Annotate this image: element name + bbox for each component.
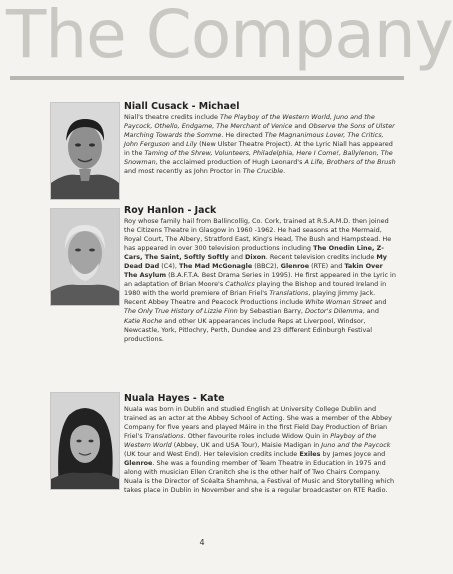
cast-name: Roy Hanlon - Jack	[124, 205, 217, 216]
bio-text: and	[372, 298, 387, 307]
bio-text: (New Ulster Theatre Project). At the Lyric Niall has appeared in the	[124, 140, 393, 158]
bold-title: Glenroe	[280, 262, 310, 271]
bold-title: Exiles	[299, 450, 321, 459]
bio-text: by Sebastian Barry,	[237, 307, 306, 316]
italic-title: Taming of the Shrew, Volunteers, Philadelphia, Here I Come!, Ballylenon, The Snowman	[124, 149, 393, 167]
bio-text: , and	[362, 307, 379, 316]
italic-title: The Crucible	[242, 167, 284, 176]
bold-title: The Onedin Line, Z-Cars, The Saint, Softly Softly	[124, 244, 384, 262]
bio-text: (B.A.F.T.A. Best Drama Series in 1995). He first appeared in the Lyric in an adaptation of Brian Moore's	[124, 271, 396, 289]
bio-text: . Other favourite roles include Widow Quin in	[183, 432, 331, 441]
bold-title: Dixon	[245, 253, 266, 262]
italic-title: White Woman Street	[305, 298, 373, 307]
bio-text: playing the Bishop and toured Ireland in 1980 with the world premiere of Brian Friel's	[124, 280, 387, 298]
bio-text: (BBC2),	[252, 262, 281, 271]
italic-title: Playboy of the Western World	[124, 432, 377, 450]
bio-text: and most recently as John Proctor in	[124, 167, 243, 176]
cast-name: Niall Cusack - Michael	[124, 101, 240, 112]
bio-text: Roy whose family hail from Ballincollig, Co. Cork, trained at R.S.A.M.D. then joined the Citizens Theatre in Glasgow in 1960 -1962. He had seasons at the Mermaid, Royal Court, The Albery, Stratford East, King's Head, The Bush and Hampstead. He has appeared in over 300 television productions including	[124, 217, 392, 253]
bio-text: (UK tour and West End). Her television credits include	[124, 450, 300, 459]
italic-title: Doctor's Dilemma	[305, 307, 363, 316]
bio-text: . Recent television credits include	[265, 253, 377, 262]
bio-text: , playing Jimmy Jack. Recent Abbey Theatre and Peacock Productions include	[124, 289, 376, 307]
bio-text: and	[169, 140, 187, 149]
italic-title: Catholics	[225, 280, 255, 289]
bold-title: My Dead Dad	[124, 253, 387, 271]
bio-text: , the acclaimed production of Hugh Leonard's	[155, 158, 305, 167]
bio-text: . He directed	[221, 131, 265, 140]
italic-title: The Playboy of the Western World, Juno and the Paycock, Othello, Endgame, The Merchant of Venice	[124, 113, 375, 131]
headshot-roy-hanlon	[50, 208, 120, 306]
italic-title: Observe the Sons of Ulster Marching Towards the Somme	[124, 122, 395, 140]
italic-title: Translations	[144, 432, 184, 441]
bold-title: Takin Over The Asylum	[124, 262, 383, 280]
cast-bio	[124, 217, 396, 344]
bio-text: by James Joyce and	[320, 450, 386, 459]
bold-title: The Mad McGonagle	[178, 262, 253, 271]
bold-title: Glenroe	[124, 459, 153, 468]
cast-bio	[124, 405, 396, 495]
italic-title: Katie Roche	[124, 316, 163, 325]
italic-title: A Life, Brothers of the Brush	[304, 158, 396, 167]
cast-entry-roy-hanlon	[124, 205, 396, 344]
italic-title: The Only True History of Lizzie Finn	[124, 307, 238, 316]
bio-text: . She was a founding member of Team Theatre in Education in 1975 and along with musician Ellen Cranitch she is the other half of Two Chairs Company. Nuala is the Director of Scéalta Shamhna, a Festival of Music and Storytelling which takes place in Dublin in November and she is a regular broadcaster on RTE Radio.	[124, 459, 395, 495]
headshot-nuala-hayes	[50, 392, 120, 490]
cast-entry-nuala-hayes	[124, 393, 396, 495]
bio-text: (Abbey, UK and USA Tour), Maisie Madigan in	[171, 441, 322, 450]
bio-text: and other UK appearances include Reps at Liverpool, Windsor, Newcastle, York, Pitlochry, Perth, Dundee and 23 different Edinburgh Festival productions.	[124, 316, 373, 343]
cast-entry-niall-cusack	[124, 101, 396, 176]
page-title: The Company	[6, 0, 453, 73]
headshot-niall-cusack	[50, 102, 120, 200]
bio-text: Niall's theatre credits include	[124, 113, 221, 121]
italic-title: Translations	[269, 289, 309, 298]
page-number: 4	[199, 538, 205, 547]
italic-title: The Magnanimous Lover, The Critics, John Ferguson	[124, 131, 384, 149]
cast-name: Nuala Hayes - Kate	[124, 393, 225, 404]
title-underline	[10, 76, 404, 80]
bio-text: (RTE) and	[309, 262, 345, 271]
italic-title: Lily	[186, 140, 198, 149]
italic-title: Juno and the Paycock	[321, 441, 391, 450]
bio-text: (C4),	[159, 262, 179, 271]
bio-text: and	[292, 122, 309, 131]
bio-text: and	[228, 253, 246, 262]
cast-bio	[124, 113, 396, 176]
bio-text: Nuala was born in Dublin and studied English at University College Dublin and trained as an actor at the Abbey School of Acting. She was a member of the Abbey Company for five years and played Máire in the first Field Day Production of Brian Friel's	[124, 405, 392, 441]
bio-text: .	[283, 167, 286, 176]
